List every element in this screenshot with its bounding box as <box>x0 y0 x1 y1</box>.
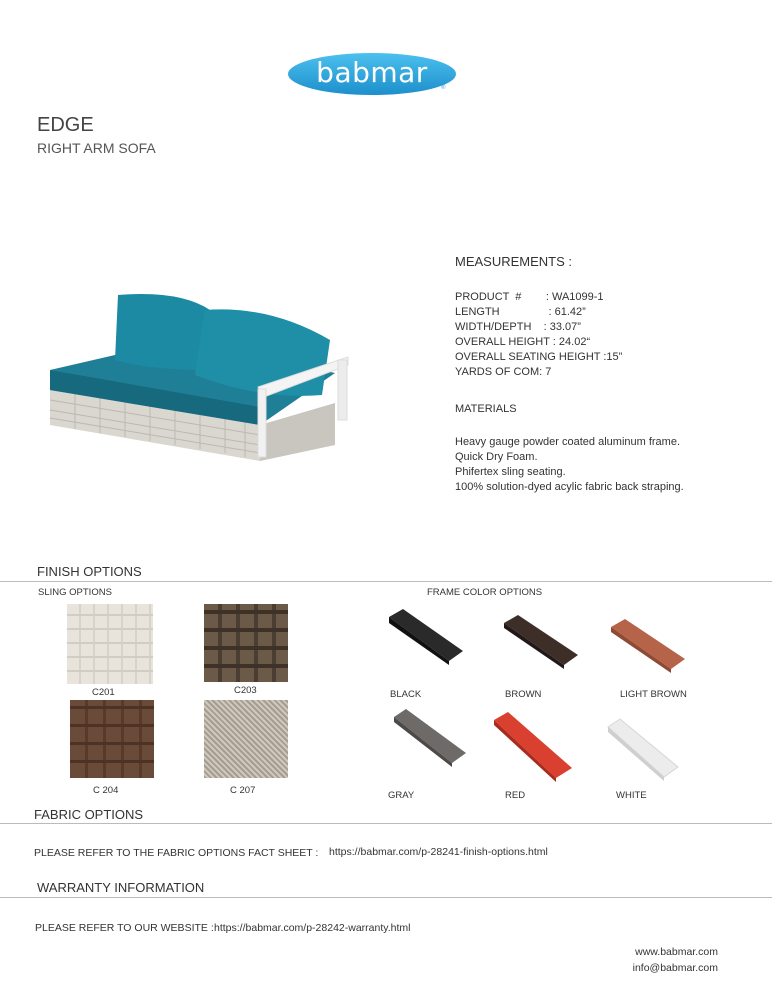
frame-swatch-white[interactable] <box>604 715 682 781</box>
measurement-row: OVERALL SEATING HEIGHT :15” <box>455 351 623 363</box>
fabric-options-title: FABRIC OPTIONS <box>34 807 144 822</box>
divider <box>0 823 772 824</box>
warranty-title: WARRANTY INFORMATION <box>37 880 205 895</box>
sling-code: C 204 <box>93 785 119 796</box>
frame-label: RED <box>505 790 526 801</box>
sling-options-title: SLING OPTIONS <box>38 587 112 598</box>
material-item: 100% solution-dyed acylic fabric back straping. <box>455 481 684 493</box>
measurement-row: PRODUCT # : WA1099-1 <box>455 291 604 303</box>
warranty-link[interactable]: https://babmar.com/p-28242-warranty.html <box>214 922 411 934</box>
product-type: RIGHT ARM SOFA <box>37 140 156 156</box>
material-item: Quick Dry Foam. <box>455 451 538 463</box>
frame-label: BROWN <box>505 689 542 700</box>
frame-label: BLACK <box>390 689 422 700</box>
frame-label: WHITE <box>616 790 647 801</box>
measurements-title: MEASUREMENTS : <box>455 254 573 269</box>
fabric-options-link[interactable]: https://babmar.com/p-28241-finish-options.html <box>329 846 548 858</box>
registered-mark: ® <box>441 85 446 91</box>
measurement-row: YARDS OF COM: 7 <box>455 366 552 378</box>
measurement-row: WIDTH/DEPTH : 33.07” <box>455 321 581 333</box>
frame-swatch-gray[interactable] <box>390 705 470 767</box>
frame-color-options-title: FRAME COLOR OPTIONS <box>427 587 543 598</box>
frame-swatch-brown[interactable] <box>500 613 582 669</box>
babmar-logo <box>287 52 457 96</box>
materials-title: MATERIALS <box>455 403 517 415</box>
footer-contact <box>600 944 718 976</box>
sling-swatch-c207[interactable] <box>204 700 288 778</box>
sling-swatch-c203[interactable] <box>204 604 288 682</box>
material-item: Heavy gauge powder coated aluminum frame. <box>455 436 681 448</box>
sling-swatch-c201[interactable] <box>67 604 153 684</box>
measurements-list <box>455 290 622 380</box>
divider <box>0 897 772 898</box>
product-name: EDGE <box>37 114 94 136</box>
material-item: Phifertex sling seating. <box>455 466 566 478</box>
divider <box>0 581 772 582</box>
warranty-text: PLEASE REFER TO OUR WEBSITE : <box>35 922 214 934</box>
finish-options-title: FINISH OPTIONS <box>37 564 142 579</box>
frame-swatch-light-brown[interactable] <box>607 617 689 673</box>
sling-code: C203 <box>234 685 257 696</box>
sling-code: C 207 <box>230 785 256 796</box>
logo-text: babmar <box>316 56 428 89</box>
sofa-image <box>30 285 360 465</box>
frame-label: LIGHT BROWN <box>620 689 687 700</box>
materials-list <box>455 435 684 495</box>
footer-email[interactable]: info@babmar.com <box>632 962 718 974</box>
frame-swatch-black[interactable] <box>385 605 467 665</box>
fabric-options-text: PLEASE REFER TO THE FABRIC OPTIONS FACT SHEET : <box>34 847 319 859</box>
footer-website[interactable]: www.babmar.com <box>635 946 718 958</box>
sling-code: C201 <box>92 687 115 698</box>
sling-swatch-c204[interactable] <box>70 700 154 778</box>
measurement-row: LENGTH : 61.42” <box>455 306 586 318</box>
frame-label: GRAY <box>388 790 415 801</box>
frame-swatch-red[interactable] <box>490 708 576 782</box>
measurement-row: OVERALL HEIGHT : 24.02“ <box>455 336 591 348</box>
